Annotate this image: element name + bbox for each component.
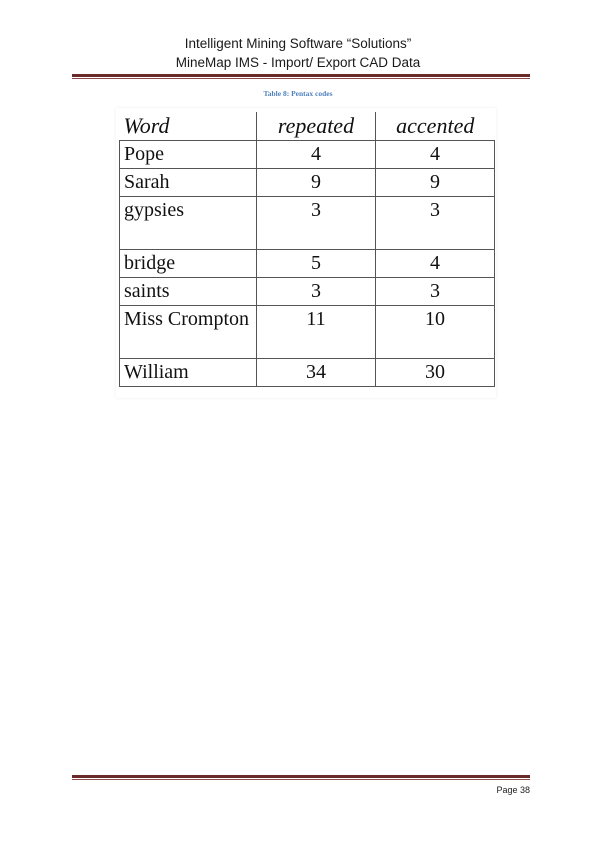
column-header-repeated: repeated — [257, 112, 376, 141]
header-title-line1: Intelligent Mining Software “Solutions” — [184, 36, 412, 51]
page-header — [0, 34, 596, 72]
header-title-line2: MineMap IMS - Import/ Export CAD Data — [175, 55, 421, 70]
header-divider-thin — [72, 78, 530, 79]
cell-repeated: 4 — [257, 141, 376, 169]
cell-word: Sarah — [120, 169, 257, 197]
cell-accented: 4 — [376, 141, 495, 169]
cell-repeated: 5 — [257, 250, 376, 278]
table-row — [120, 169, 495, 197]
cell-word: Pope — [120, 141, 257, 169]
table-row — [120, 278, 495, 306]
cell-accented: 10 — [376, 306, 495, 359]
cell-repeated: 34 — [257, 359, 376, 387]
cell-word: Miss Crompton — [120, 306, 257, 359]
cell-accented: 3 — [376, 197, 495, 250]
cell-repeated: 9 — [257, 169, 376, 197]
table-row — [120, 306, 495, 359]
cell-word: saints — [120, 278, 257, 306]
pentax-codes-table — [119, 112, 495, 387]
table-row — [120, 359, 495, 387]
cell-repeated: 3 — [257, 197, 376, 250]
column-header-accented: accented — [376, 112, 495, 141]
cell-repeated: 3 — [257, 278, 376, 306]
cell-word: bridge — [120, 250, 257, 278]
column-header-word: Word — [120, 112, 257, 141]
footer-divider-thin — [72, 779, 530, 780]
table-caption: Table 8: Pentax codes — [263, 89, 333, 98]
cell-accented: 4 — [376, 250, 495, 278]
page-number: Page 38 — [496, 785, 530, 795]
table-row — [120, 141, 495, 169]
cell-word: gypsies — [120, 197, 257, 250]
cell-accented: 3 — [376, 278, 495, 306]
table-row — [120, 197, 495, 250]
cell-word: William — [120, 359, 257, 387]
cell-accented: 30 — [376, 359, 495, 387]
table-header-row — [120, 112, 495, 141]
table-image — [116, 108, 496, 398]
cell-accented: 9 — [376, 169, 495, 197]
cell-repeated: 11 — [257, 306, 376, 359]
header-divider — [72, 74, 530, 77]
table-row — [120, 250, 495, 278]
footer-divider — [72, 775, 530, 778]
